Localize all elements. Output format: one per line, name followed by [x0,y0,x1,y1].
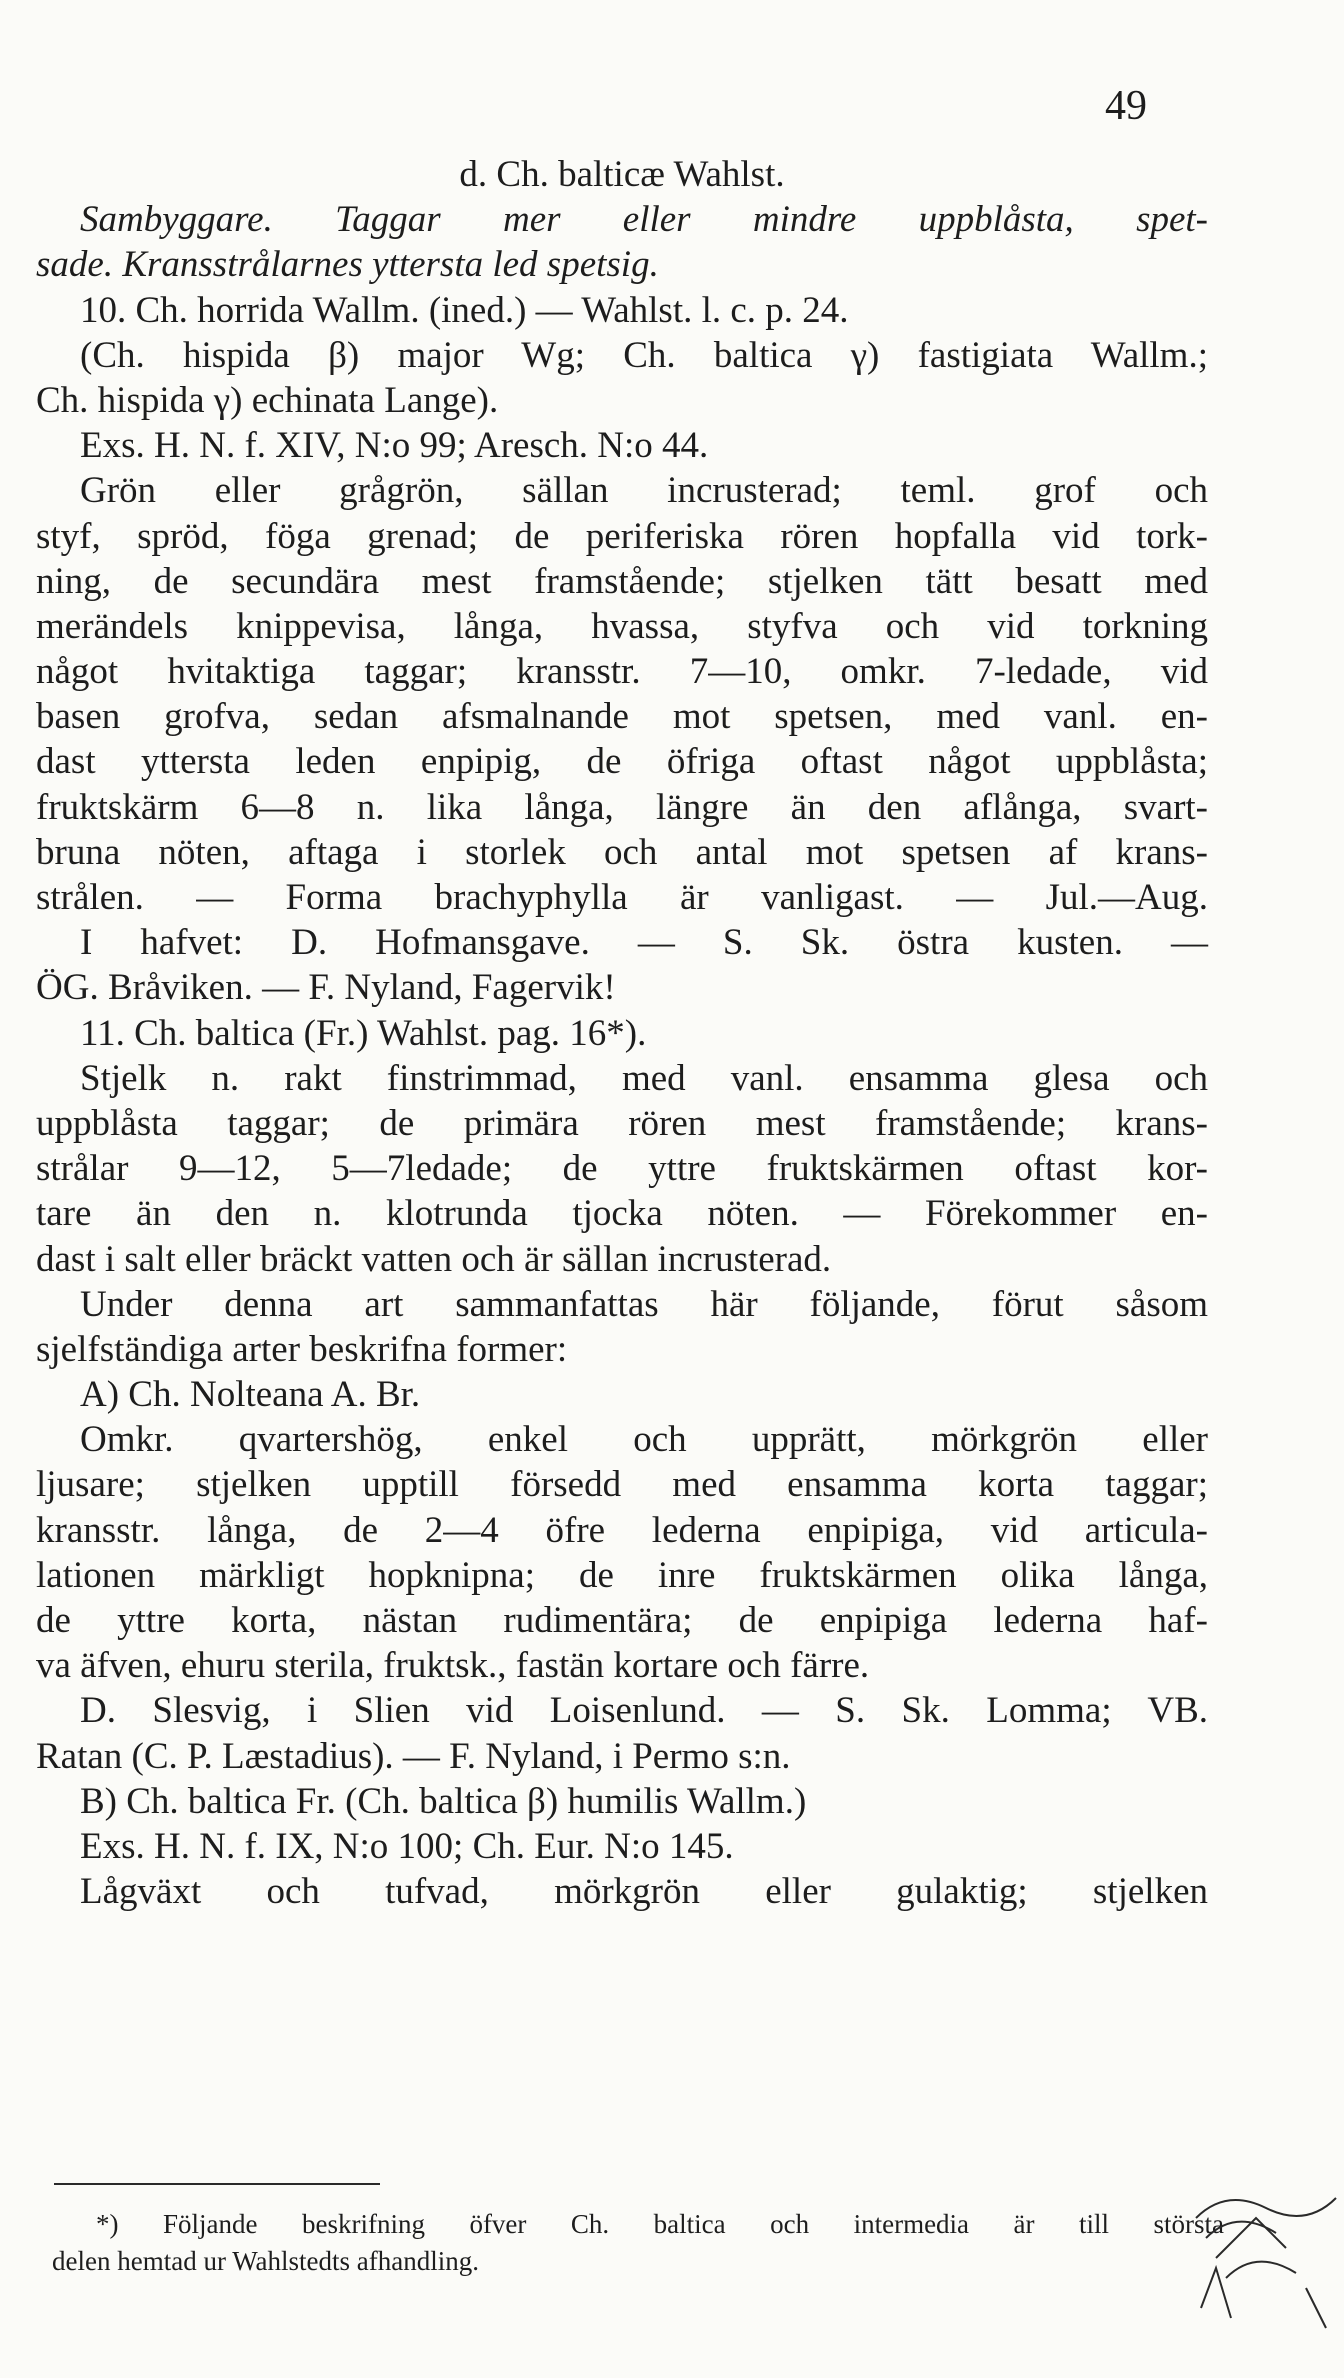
text-line: uppblåsta taggar; de primära rören mest framstående; krans- [36,1102,1208,1144]
text-line: Lågväxt och tufvad, mörkgrön eller gulaktig; stjelken [80,1871,1208,1913]
locality-line: D. Slesvig, i Slien vid Loisenlund. — S. Sk. Lomma; VB. [80,1690,1208,1732]
text-line: dast i salt eller bräckt vatten och är sällan incrusterad. [36,1238,832,1280]
text-line: fruktskärm 6—8 n. lika långa, längre än den aflånga, svart- [36,786,1208,828]
footnote-rule [54,2183,380,2185]
text-line: ning, de secundära mest framstående; stjelken tätt besatt med [36,560,1208,602]
text-line: Grön eller grågrön, sällan incrusterad; teml. grof och [80,470,1208,512]
exsiccata-line: Exs. H. N. f. XIV, N:o 99; Aresch. N:o 44. [80,425,709,467]
text-line: sjelfständiga arter beskrifna former: [36,1328,568,1370]
library-stamp-mark [1186,2178,1344,2378]
text-line: (Ch. hispida β) major Wg; Ch. baltica γ) fastigiata Wallm.; [80,334,1208,376]
text-line: basen grofva, sedan afsmalnande mot spetsen, med vanl. en- [36,696,1208,738]
section-heading: d. Ch. balticæ Wahlst. [459,154,785,195]
text-line: dast yttersta leden enpipig, de öfriga oftast något uppblåsta; [36,741,1208,783]
locality-line: ÖG. Bråviken. — F. Nyland, Fagervik! [36,967,616,1009]
species-heading: 11. Ch. baltica (Fr.) Wahlst. pag. 16*). [80,1012,647,1054]
text-line: Omkr. qvartershög, enkel och upprätt, mörkgrön eller [80,1419,1208,1461]
locality-line: I hafvet: D. Hofmansgave. — S. Sk. östra kusten. — [80,922,1208,964]
form-heading: A) Ch. Nolteana A. Br. [80,1374,421,1416]
text-line: ljusare; stjelken upptill försedd med ensamma korta taggar; [36,1464,1208,1506]
text-line: bruna nöten, aftaga i storlek och antal mot spetsen af krans- [36,831,1208,873]
footnote-line: delen hemtad ur Wahlstedts afhandling. [52,2246,479,2276]
text-line: kransstr. långa, de 2—4 öfre lederna enpipiga, vid articula- [36,1509,1208,1551]
footnote-line: *) Följande beskrifning öfver Ch. baltica och intermedia är till största [96,2209,1224,2239]
text-line: något hvitaktiga taggar; kransstr. 7—10, omkr. 7-ledade, vid [36,651,1208,693]
text-line: Sambyggare. Taggar mer eller mindre uppblåsta, spet- [80,199,1208,241]
text-line: de yttre korta, nästan rudimentära; de enpipiga lederna haf- [36,1600,1208,1641]
body-text [36,152,1208,1914]
text-line: strålar 9—12, 5—7ledade; de yttre fruktskärmen oftast kor- [36,1148,1208,1190]
species-heading: 10. Ch. horrida Wallm. (ined.) — Wahlst. l. c. p. 24. [80,289,849,331]
text-line: merändels knippevisa, långa, hvassa, styfva och vid torkning [36,605,1208,647]
page-number: 49 [1105,83,1147,129]
text-line: Under denna art sammanfattas här följande, förut såsom [80,1283,1208,1325]
text-line: lationen märkligt hopknipna; de inre fruktskärmen olika långa, [36,1554,1208,1596]
form-heading: B) Ch. baltica Fr. (Ch. baltica β) humilis Wallm.) [80,1780,807,1822]
text-line: Stjelk n. rakt finstrimmad, med vanl. ensamma glesa och [80,1057,1208,1099]
footnote [52,2206,1224,2280]
text-line: sade. Kransstrålarnes yttersta led spetsig. [36,244,659,286]
locality-line: Ratan (C. P. Læstadius). — F. Nyland, i Permo s:n. [36,1735,791,1777]
text-line: Ch. hispida γ) echinata Lange). [36,379,499,421]
exsiccata-line: Exs. H. N. f. IX, N:o 100; Ch. Eur. N:o 145. [80,1825,734,1867]
text-line: tare än den n. klotrunda tjocka nöten. — Förekommer en- [36,1193,1208,1235]
text-line: va äfven, ehuru sterila, fruktsk., fastän kortare och färre. [36,1645,870,1687]
text-line: styf, spröd, föga grenad; de periferiska rören hopfalla vid tork- [36,515,1208,557]
text-line: strålen. — Forma brachyphylla är vanligast. — Jul.—Aug. [36,877,1208,918]
